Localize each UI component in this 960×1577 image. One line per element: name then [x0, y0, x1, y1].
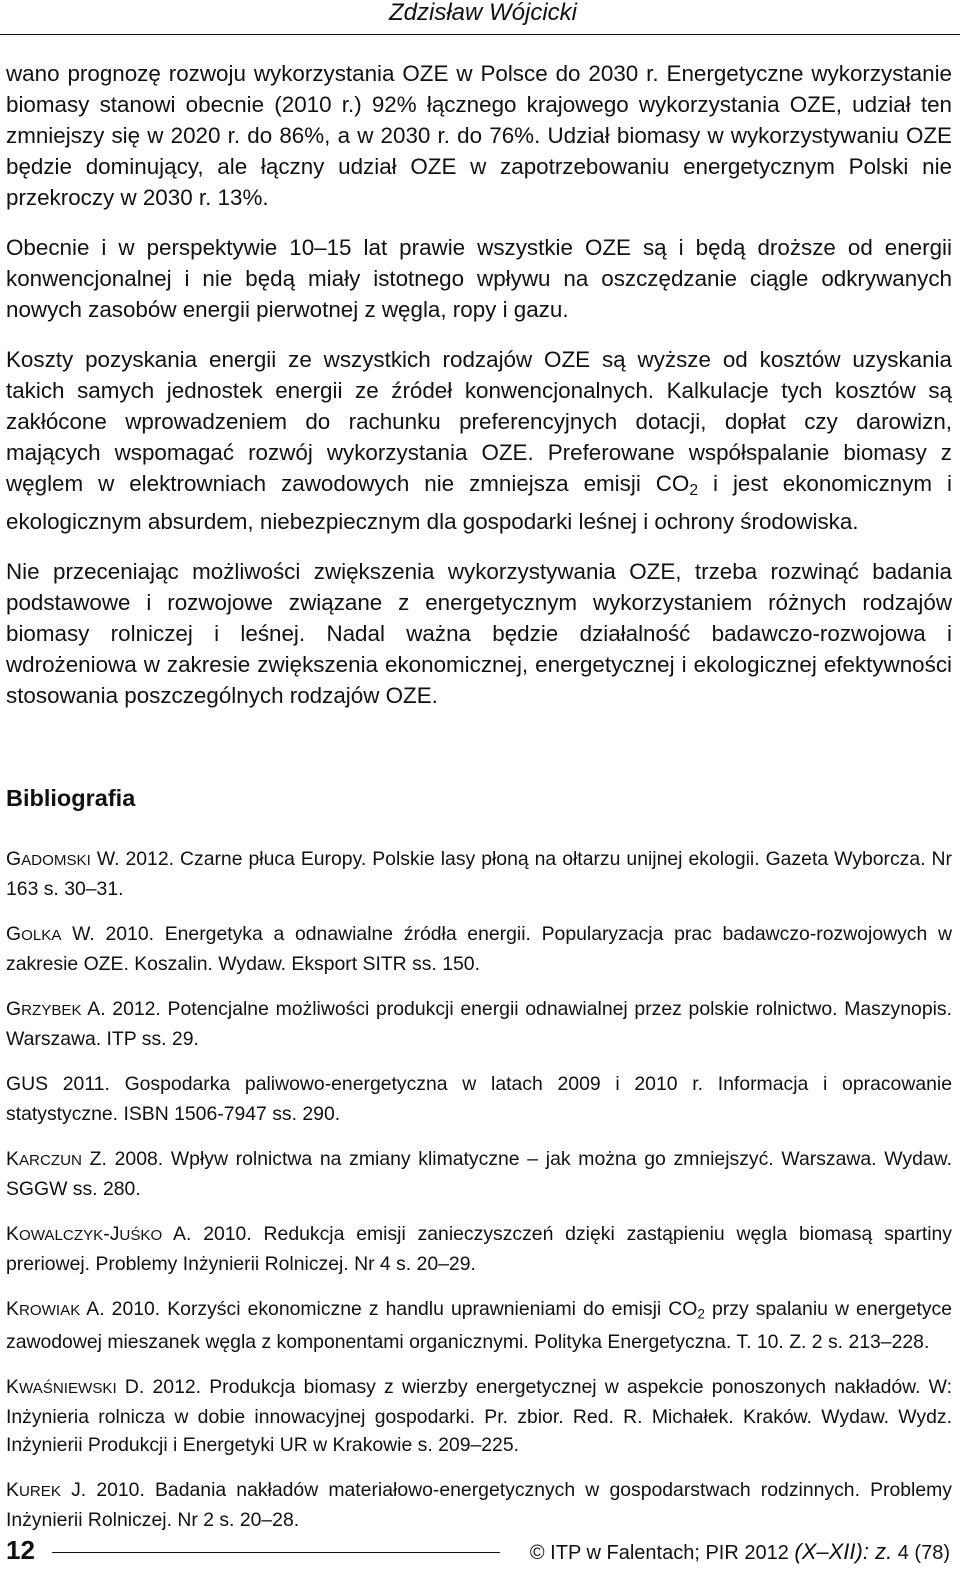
- bibliography-entry: [6, 845, 952, 903]
- author-initial: G: [6, 923, 22, 945]
- entry-text: D. 2012. Produkcja biomasy z wierzby energetycznej w aspekcie ponoszonych nakładów. W: Inżynieria rolnicza w dobie innowacyjnej gospodarki. Pr. zbior. Red. R. Michałek. Kraków. Wydaw. Wydz. Inżynierii Produkcji i Energetyki UR w Krakowie s. 209–225.: [6, 1376, 952, 1457]
- author-name-smallcaps: ARCZUN: [18, 1152, 82, 1169]
- entry-text: A. 2010. Korzyści ekonomiczne z handlu uprawnieniami do emisji CO: [80, 1298, 698, 1320]
- bibliography-list: [6, 845, 952, 1551]
- journal-citation: [530, 1539, 950, 1565]
- entry-text: W. 2012. Czarne płuca Europy. Polskie lasy płoną na ołtarzu unijnej ekologii. Gazeta Wyborcza. Nr 163 s. 30–31.: [6, 848, 952, 900]
- author-name-smallcaps: ROWIAK: [18, 1302, 81, 1319]
- co2-subscript: 2: [697, 1306, 705, 1322]
- author-initial: K: [6, 1479, 19, 1502]
- entry-text: Z. 2008. Wpływ rolnictwa na zmiany klimatyczne – jak można go zmniejszyć. Warszawa. Wydaw. SGGW ss. 280.: [6, 1148, 952, 1200]
- bibliography-entry: [6, 1070, 952, 1128]
- paragraph-3: [6, 344, 952, 537]
- author-initial: GUS: [6, 1073, 49, 1095]
- author-name-smallcaps: ADOMSKI: [21, 852, 91, 869]
- journal-name: © ITP w Falentach; PIR 2012: [529, 1542, 795, 1564]
- bibliography-entry: [6, 995, 952, 1053]
- footer-divider: [52, 1552, 500, 1553]
- author-name-smallcaps: OLKA: [21, 927, 62, 944]
- author-name-smallcaps: UREK: [18, 1483, 61, 1501]
- page-number: 12: [6, 1535, 35, 1565]
- bibliography-entry: [6, 1476, 952, 1534]
- author-name-smallcaps-2: UŚKO: [119, 1227, 163, 1244]
- co2-subscript: 2: [689, 481, 699, 499]
- bibliography-entry: [6, 1220, 952, 1278]
- bibliography-heading: Bibliografia: [6, 785, 136, 811]
- bibliography-entry: [6, 1145, 952, 1203]
- paragraph-1: wano prognozę rozwoju wykorzystania OZE w Polsce do 2030 r. Energetyczne wykorzystanie biomasy stanowi obecnie (2010 r.) 92% łącznego krajowego wykorzystania OZE, udział ten zmniejszy się w 2020 r. do 86%, a w 2030 r. do 76%. Udział biomasy w wykorzystywaniu OZE będzie dominujący, ale łączny udział OZE w zapotrzebowaniu energetycznym Polski nie przekroczy w 2030 r. 13%.: [6, 61, 952, 210]
- journal-issue-number: 4 (78): [892, 1542, 950, 1564]
- paragraph-3-part-1: Koszty pozyskania energii ze wszystkich rodzajów OZE są wyższe od kosztów uzyskania takich samych jednostek energii ze źródeł konwencjonalnych. Kalkulacje tych kosztów są zakłócone wprowadzeniem do rachunku preferencyjnych dotacji, dopłat czy darowizn, mających wspomagać rozwój wykorzystania OZE. Preferowane współspalanie biomasy z węglem w elektrowniach zawodowych nie zmniejsza emisji CO: [6, 347, 952, 496]
- entry-text: J. 2010. Badania nakładów materiałowo-energetycznych w gospodarstwach rodzinnych. Problemy Inżynierii Rolniczej. Nr 2 s. 20–28.: [6, 1479, 952, 1532]
- author-initial: K: [6, 1376, 19, 1399]
- paragraph-4: Nie przeceniając możliwości zwiększenia wykorzystywania OZE, trzeba rozwinąć badania podstawowe i rozwojowe związane z energetycznym wykorzystaniem różnych rodzajów biomasy rolniczej i leśnej. Nadal ważna będzie działalność badawczo-rozwojowa i wdrożeniowa w zakresie zwiększenia ekonomicznej, energetycznej i ekologicznej efektywności stosowania poszczególnych rodzajów OZE.: [6, 558, 952, 708]
- bibliography-entry: [6, 1295, 952, 1356]
- header-divider: [0, 34, 960, 35]
- entry-text: A. 2010. Redukcja emisji zanieczyszczeń dzięki zastąpieniu węgla biomasą spartiny preriowej. Problemy Inżynierii Rolniczej. Nr 4 s. 20–29.: [6, 1223, 952, 1275]
- running-head-author: Zdzisław Wójcicki: [388, 0, 577, 26]
- author-initial: K: [6, 1298, 19, 1320]
- entry-text: 2011. Gospodarka paliwowo-energetyczna w latach 2009 i 2010 r. Informacja i opracowanie statystyczne. ISBN 1506-7947 ss. 290.: [6, 1073, 952, 1125]
- paragraph-2: Obecnie i w perspektywie 10–15 lat prawie wszystkie OZE są i będą droższe od energii konwencjonalnej i nie będą miały istotnego wpływu na oszczędzanie ciągle odkrywanych nowych zasobów energii pierwotnej z węgla, ropy i gazu.: [6, 235, 952, 322]
- author-initial: K: [6, 1223, 19, 1245]
- entry-text: A. 2012. Potencjalne możliwości produkcji energii odnawialnej przez polskie rolnictwo. Maszynopis. Warszawa. ITP ss. 29.: [6, 998, 952, 1050]
- author-name-smallcaps: WAŚNIEWSKI: [18, 1380, 117, 1398]
- journal-issue-italic: (X–XII): z.: [794, 1539, 893, 1564]
- author-initial: K: [6, 1148, 19, 1170]
- author-initial: G: [6, 998, 22, 1020]
- bibliography-entry: [6, 1373, 952, 1459]
- author-initial: G: [6, 848, 22, 870]
- paragraph-3-part-2: i jest ekonomicznym i ekologicznym absurdem, niebezpiecznym dla gospodarki leśnej i ochrony środowiska.: [6, 471, 952, 534]
- entry-text-continued: przy spalaniu w energetyce zawodowej mieszanek węgla z komponentami organicznymi. Polityka Energetyczna. T. 10. Z. 2 s. 213–228.: [6, 1298, 952, 1354]
- body-text: [6, 58, 952, 730]
- bibliography-entry: [6, 920, 952, 978]
- author-name-smallcaps: RZYBEK: [21, 1002, 82, 1019]
- author-name-smallcaps: OWALCZYK: [18, 1227, 104, 1244]
- author-initial-2: -J: [103, 1223, 120, 1245]
- entry-text: W. 2010. Energetyka a odnawialne źródła energii. Popularyzacja prac badawczo-rozwojowych w zakresie OZE. Koszalin. Wydaw. Eksport SITR ss. 150.: [6, 923, 952, 975]
